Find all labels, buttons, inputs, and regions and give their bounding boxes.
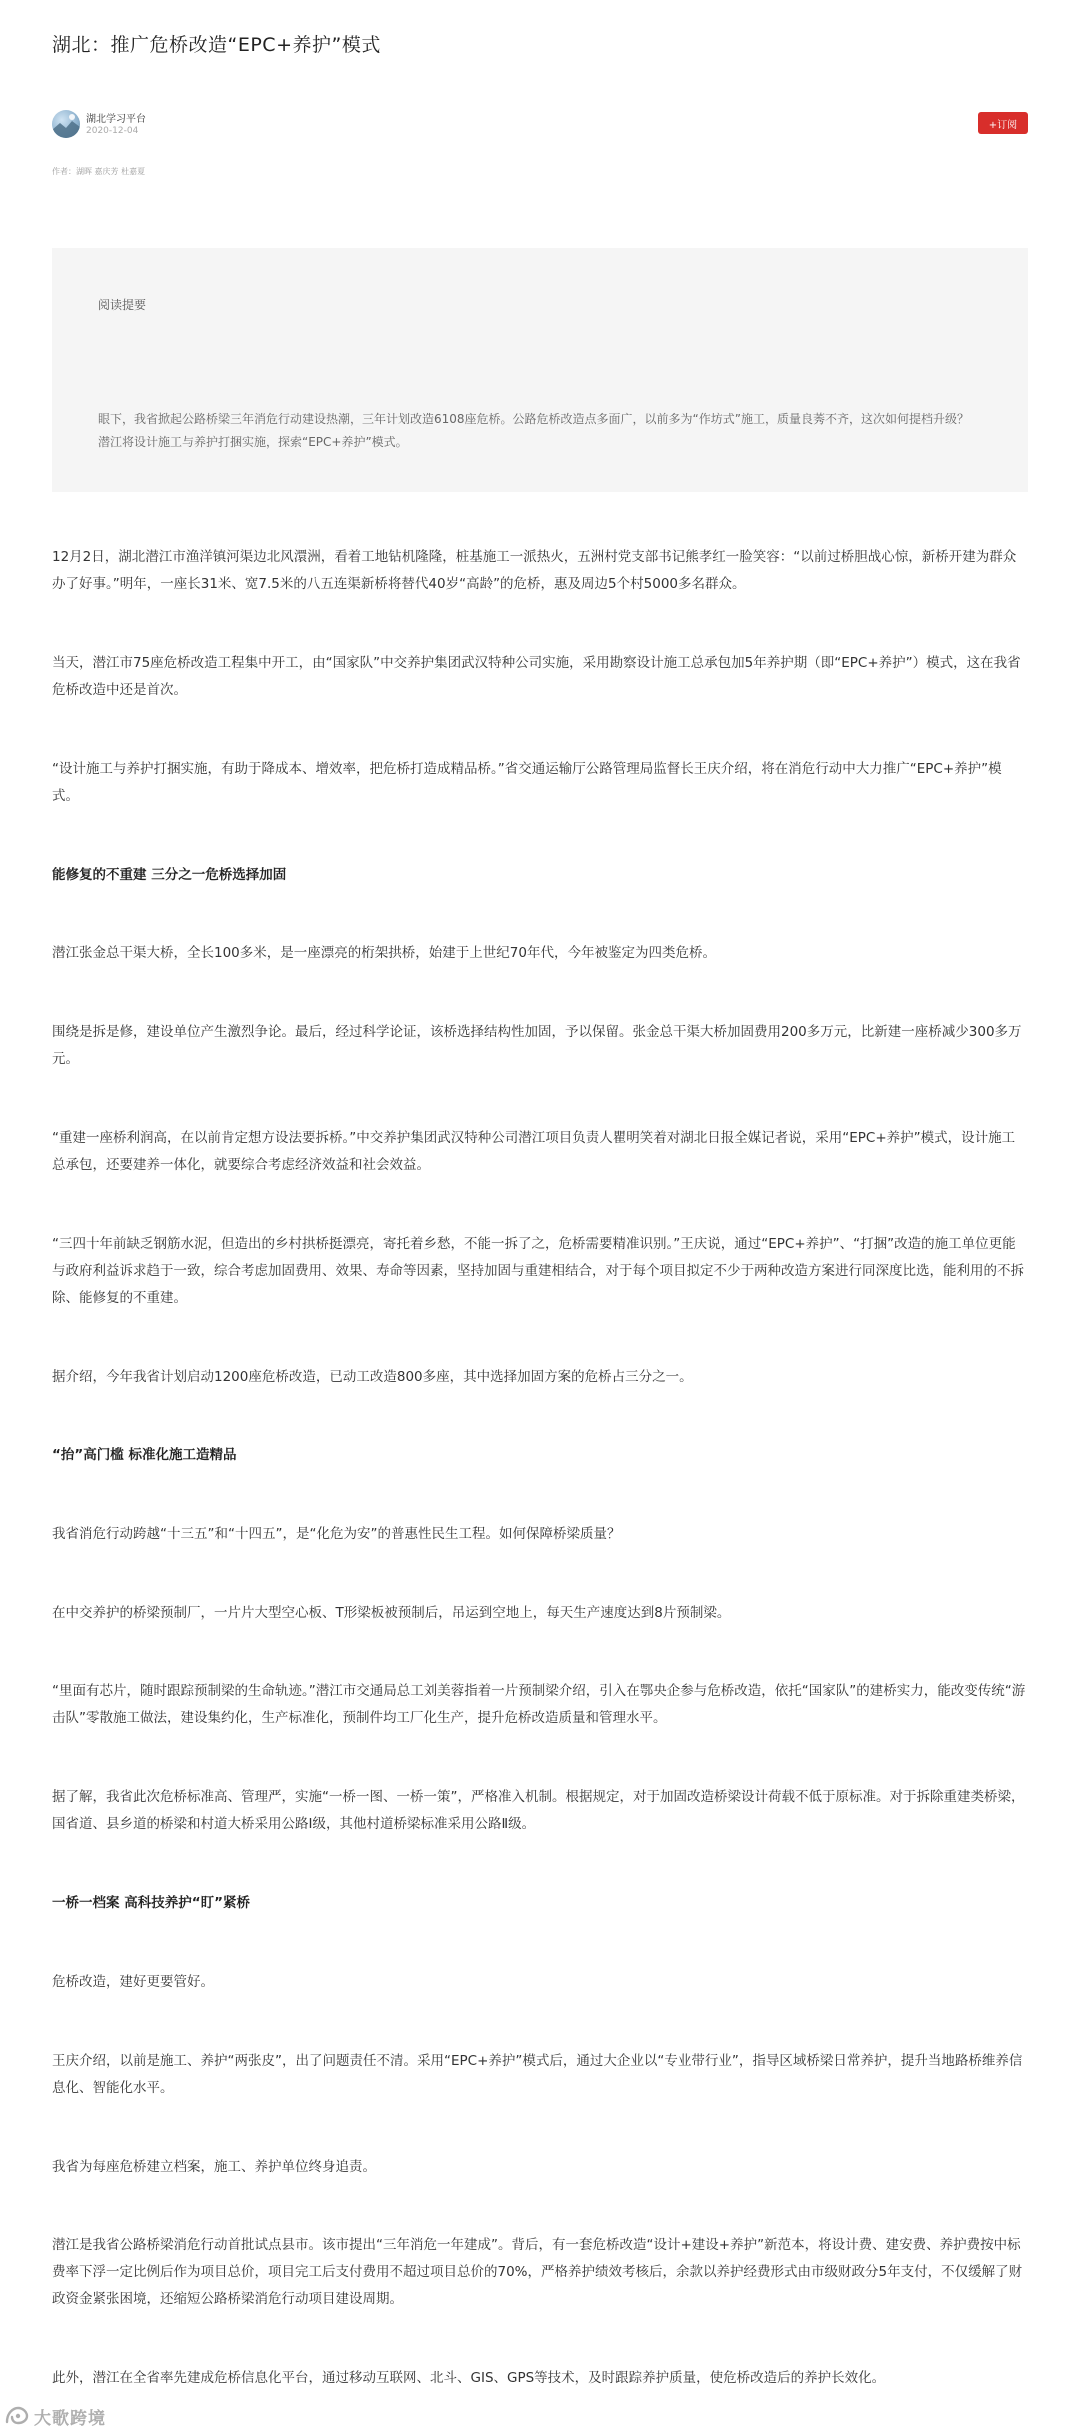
body-paragraph: “重建一座桥利润高，在以前肯定想方设法要拆桥。”中交养护集团武汉特种公司潜江项目负责人瞿明笑着对湖北日报全媒记者说，采用“EPC+养护”模式，设计施工总承包，还要建养一体化，就要综合考虑经济效益和社会效益。 [52, 1130, 1016, 1173]
body-paragraph: “里面有芯片，随时跟踪预制梁的生命轨迹。”潜江市交通局总工刘美蓉指着一片预制梁介绍，引入在鄂央企参与危桥改造，依托“国家队”的建桥实力，能改变传统“游击队”零散施工做法，建设集约化，生产标准化，预制件均工厂化生产，提升危桥改造质量和管理水平。 [52, 1683, 1026, 1726]
body-paragraph: 危桥改造，建好更要管好。 [52, 1974, 214, 1990]
watermark-text: 大歌跨境 [34, 2408, 106, 2429]
body-paragraph: 据介绍，今年我省计划启动1200座危桥改造，已动工改造800多座，其中选择加固方案的危桥占三分之一。 [52, 1369, 693, 1385]
section-heading: 能修复的不重建 三分之一危桥选择加固 [52, 867, 287, 883]
body-paragraph: 王庆介绍，以前是施工、养护“两张皮”，出了问题责任不清。采用“EPC+养护”模式后，通过大企业以“专业带行业”，指导区域桥梁日常养护，提升当地路桥维养信息化、智能化水平。 [52, 2053, 1023, 2096]
section-heading: 一桥一档案 高科技养护“盯”紧桥 [52, 1895, 250, 1911]
author-row [52, 110, 1028, 142]
account-name[interactable]: 湖北学习平台 [86, 114, 146, 125]
section-heading: “抬”高门槛 标准化施工造精品 [52, 1447, 237, 1463]
body-paragraph: 我省为每座危桥建立档案，施工、养护单位终身追责。 [52, 2159, 376, 2175]
article-byline: 作者：湖晖 嘉庆芳 杜嘉夏 [52, 167, 146, 176]
summary-box [52, 248, 1028, 492]
avatar-landscape-icon [52, 110, 80, 138]
body-paragraph: 当天，潜江市75座危桥改造工程集中开工，由“国家队”中交养护集团武汉特种公司实施，采用勘察设计施工总承包加5年养护期（即“EPC+养护”）模式，这在我省危桥改造中还是首次。 [52, 655, 1021, 698]
article-title: 湖北：推广危桥改造“EPC+养护”模式 [52, 34, 381, 56]
subscribe-button[interactable]: +订阅 [978, 112, 1028, 134]
body-paragraph: 据了解，我省此次危桥标准高、管理严，实施“一桥一图、一桥一策”，严格准入机制。根据规定，对于加固改造桥梁设计荷载不低于原标准。对于拆除重建类桥梁，国省道、县乡道的桥梁和村道大桥采用公路Ⅰ级，其他村道桥梁标准采用公路Ⅱ级。 [52, 1789, 1025, 1832]
watermark-logo-icon [4, 2405, 30, 2427]
body-paragraph: 12月2日，湖北潜江市渔洋镇河渠边北风澴洲，看着工地钻机隆隆，桩基施工一派热火，五洲村党支部书记熊孝红一脸笑容：“以前过桥胆战心惊，新桥开建为群众办了好事。”明年，一座长31米、宽7.5米的八五连渠新桥将替代40岁“高龄”的危桥，惠及周边5个村5000多名群众。 [52, 549, 1017, 592]
publish-date: 2020-12-04 [86, 126, 139, 136]
body-paragraph: “三四十年前缺乏钢筋水泥，但造出的乡村拱桥挺漂亮，寄托着乡愁，不能一拆了之，危桥需要精准识别。”王庆说，通过“EPC+养护”、“打捆”改造的施工单位更能与政府利益诉求趋于一致，综合考虑加固费用、效果、寿命等因素，坚持加固与重建相结合，对于每个项目拟定不少于两种改造方案进行同深度比选，能利用的不拆除、能修复的不重建。 [52, 1236, 1024, 1306]
body-paragraph: “设计施工与养护打捆实施，有助于降成本、增效率，把危桥打造成精品桥。”省交通运输厅公路管理局监督长王庆介绍，将在消危行动中大力推广“EPC+养护”模式。 [52, 761, 1002, 804]
body-paragraph: 在中交养护的桥梁预制厂，一片片大型空心板、T形梁板被预制后，吊运到空地上，每天生产速度达到8片预制梁。 [52, 1605, 731, 1621]
summary-heading: 阅读提要 [98, 298, 147, 312]
summary-text: 眼下，我省掀起公路桥梁三年消危行动建设热潮，三年计划改造6108座危桥。公路危桥改造点多面广，以前多为“作坊式”施工，质量良莠不齐，这次如何提档升级？潜江将设计施工与养护打捆实施，探索“EPC+养护”模式。 [98, 412, 969, 449]
body-paragraph: 此外，潜江在全省率先建成危桥信息化平台，通过移动互联网、北斗、GIS、GPS等技术，及时跟踪养护质量，使危桥改造后的养护长效化。 [52, 2370, 886, 2386]
watermark [4, 2403, 106, 2429]
account-avatar[interactable] [52, 110, 80, 138]
body-paragraph: 围绕是拆是修，建设单位产生激烈争论。最后，经过科学论证，该桥选择结构性加固，予以保留。张金总干渠大桥加固费用200多万元，比新建一座桥减少300多万元。 [52, 1024, 1022, 1067]
body-paragraph: 潜江张金总干渠大桥，全长100多米，是一座漂亮的桁架拱桥，始建于上世纪70年代，今年被鉴定为四类危桥。 [52, 945, 716, 961]
body-paragraph: 潜江是我省公路桥梁消危行动首批试点县市。该市提出“三年消危一年建成”。背后，有一套危桥改造“设计+建设+养护”新范本，将设计费、建安费、养护费按中标费率下浮一定比例后作为项目总价，项目完工后支付费用不超过项目总价的70%，严格养护绩效考核后，余款以养护经费形式由市级财政分5年支付，不仅缓解了财政资金紧张困境，还缩短公路桥梁消危行动项目建设周期。 [52, 2237, 1023, 2307]
body-paragraph: 我省消危行动跨越“十三五”和“十四五”，是“化危为安”的普惠性民生工程。如何保障桥梁质量？ [52, 1526, 621, 1542]
